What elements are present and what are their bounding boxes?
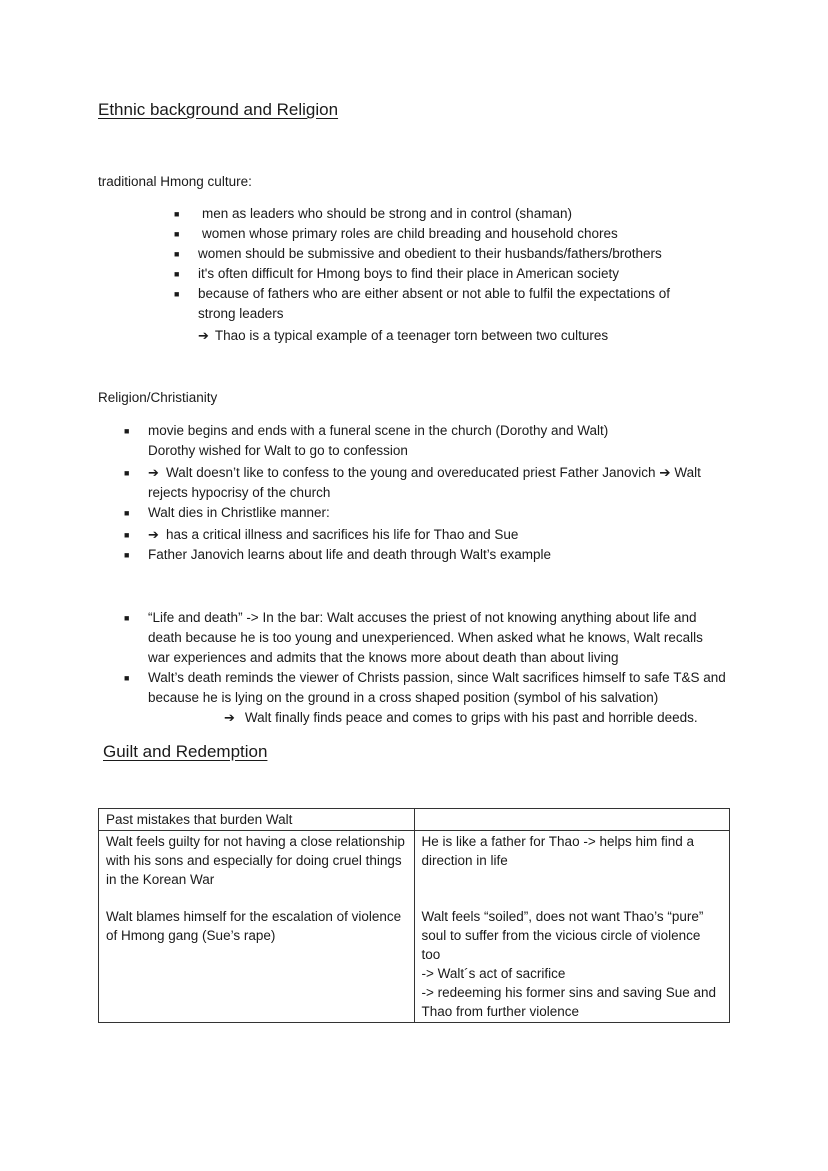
arrow-right-icon: ➔: [198, 328, 209, 343]
list-item: ■ women should be submissive and obedient to their husbands/fathers/brothers: [174, 244, 714, 264]
bullet-icon: ■: [174, 209, 180, 219]
bullet-icon: ■: [174, 269, 180, 279]
list-item: ■ it's often difficult for Hmong boys to find their place in American society: [174, 264, 714, 284]
guilt-redemption-table: [98, 808, 730, 1023]
cell-text: Walt feels “soiled”, does not want Thao’s “pure” soul to suffer from the vicious circle of violence too: [421, 909, 704, 962]
bullet-icon: ■: [124, 673, 130, 683]
bullet-icon: ■: [124, 613, 130, 623]
arrow-right-icon: ➔: [148, 527, 159, 542]
list-item: ■ Walt’s death reminds the viewer of Christs passion, since Walt sacrifices himself to safe T&S and because he is lying on the ground in a cross shaped position (symbol of his salvation): [124, 670, 726, 705]
intro-hmong-culture: traditional Hmong culture:: [98, 174, 252, 189]
bullet-icon: ■: [124, 426, 130, 436]
cell-text: -> redeeming his former sins and saving Sue and Thao from further violence: [421, 985, 717, 1019]
list-item: ■ Father Janovich learns about life and death through Walt’s example: [124, 545, 724, 565]
walt-peace-conclusion: ➔ Walt finally finds peace and comes to grips with his past and horrible deeds.: [224, 710, 698, 725]
table-header-cell: Past mistakes that burden Walt: [99, 809, 415, 831]
arrow-right-icon: ➔: [148, 465, 159, 480]
list-item: ■ Walt dies in Christlike manner:: [124, 503, 724, 523]
table-row: [99, 831, 730, 1023]
cell-text: He is like a father for Thao -> helps him find a direction in life: [421, 834, 695, 868]
thao-conclusion: ➔ Thao is a typical example of a teenager torn between two cultures: [198, 328, 609, 343]
section-heading-ethnic-background: Ethnic background and Religion: [98, 100, 339, 119]
list-item: ■ because of fathers who are either absent or not able to fulfil the expectations of strong leaders: [174, 286, 671, 321]
bullet-icon: ■: [124, 530, 130, 540]
table-cell: [414, 831, 730, 1023]
list-item: ■ “Life and death” -> In the bar: Walt accuses the priest of not knowing anything about life and death because he is too young and unexperienced. When asked what he knows, Walt recalls war experiences and admits that the knows more about death than about living: [124, 610, 703, 665]
table-row: [99, 809, 730, 831]
cell-text: Walt blames himself for the escalation of violence of Hmong gang (Sue’s rape): [106, 909, 402, 943]
list-item: ■ movie begins and ends with a funeral scene in the church (Dorothy and Walt) Dorothy wished for Walt to go to confession: [124, 423, 609, 458]
table-cell: [99, 831, 415, 1023]
bullet-icon: ■: [124, 468, 130, 478]
bullet-icon: ■: [174, 249, 180, 259]
cell-text: Walt feels guilty for not having a close relationship with his sons and especially for doing cruel things in the Korean War: [106, 834, 405, 887]
religion-list: [124, 421, 724, 565]
bullet-icon: ■: [174, 289, 180, 299]
cell-text: -> Walt´s act of sacrifice: [421, 966, 566, 981]
arrow-right-icon: ➔: [224, 710, 235, 725]
hmong-culture-list: [174, 204, 714, 324]
bullet-icon: ■: [124, 508, 130, 518]
list-item: ■ women whose primary roles are child breading and household chores: [174, 224, 714, 244]
section-heading-religion: Religion/Christianity: [98, 390, 218, 405]
bullet-icon: ■: [174, 229, 180, 239]
section-heading-guilt-redemption: Guilt and Redemption: [103, 742, 268, 761]
bullet-icon: ■: [124, 550, 130, 560]
list-item: ■ men as leaders who should be strong and in control (shaman): [174, 204, 714, 224]
list-item: ■ ➔ has a critical illness and sacrifices his life for Thao and Sue: [124, 525, 724, 545]
table-header-cell: [414, 809, 730, 831]
life-death-list: [124, 608, 728, 708]
list-item: ■ ➔ Walt doesn’t like to confess to the young and overeducated priest Father Janovich ➔ Walt rejects hypocrisy of the church: [124, 465, 701, 500]
